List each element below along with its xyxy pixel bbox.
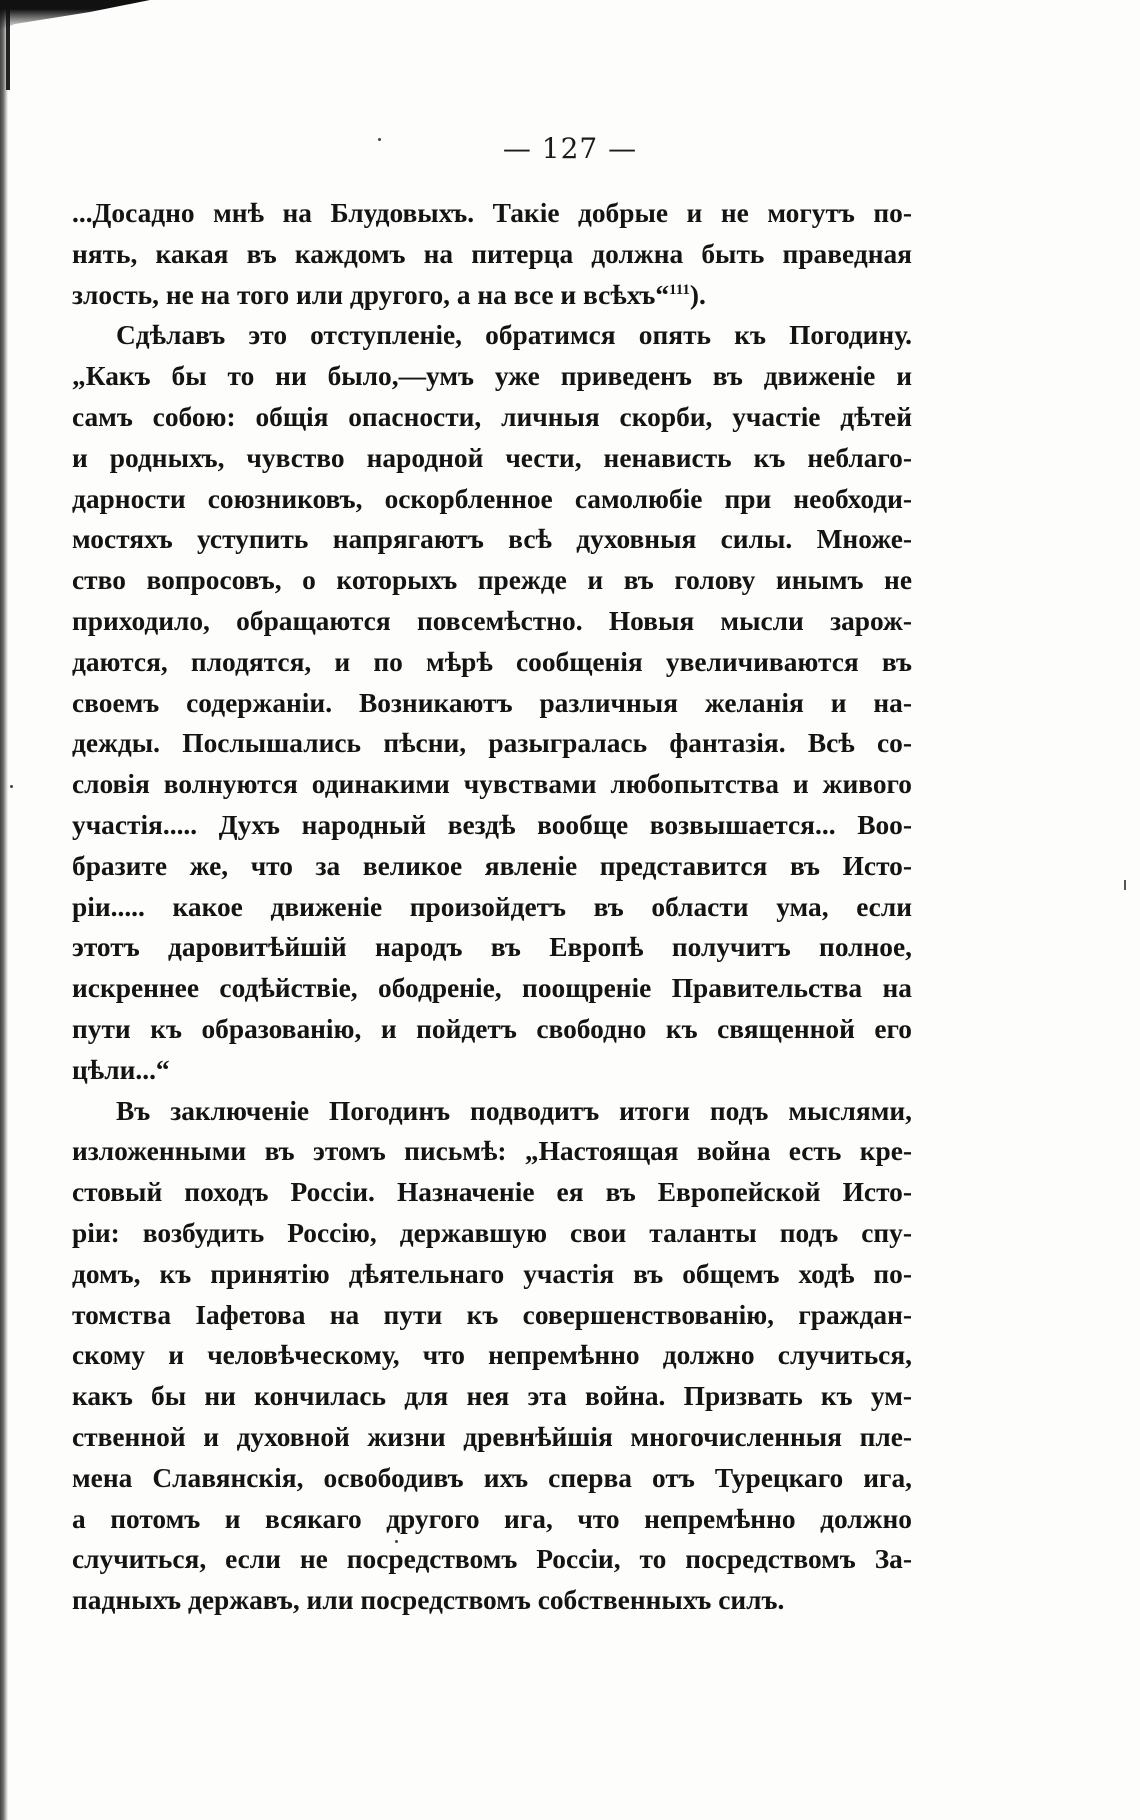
text-line: и родныхъ, чувство народной чести, ненависть къ неблаго- <box>72 442 912 473</box>
text-line: домъ, къ принятію дѣятельнаго участія въ общемъ ходѣ по- <box>72 1258 912 1289</box>
text-line: ріи: возбудить Россію, державшую свои таланты подъ спу- <box>72 1217 912 1248</box>
text-line: ственной и духовной жизни древнѣйшія многочисленныя пле- <box>72 1421 912 1452</box>
text-line: цѣли...“ <box>72 1054 170 1085</box>
text-line: даются, плодятся, и по мѣрѣ сообщенія увеличиваются въ <box>72 646 912 677</box>
page-number: — 127 — <box>502 132 638 165</box>
text-line: злость, не на того или другого, а на все и всѣхъ“$^{111}$). <box>72 279 706 310</box>
text-line: мостяхъ уступить напрягаютъ всѣ духовныя силы. Множе- <box>72 524 912 555</box>
text-line: падныхъ державъ, или посредствомъ собственныхъ силъ. <box>72 1585 785 1616</box>
scan-mark <box>1124 880 1126 890</box>
text-line: пути къ образованію, и пойдетъ свободно къ священной его <box>72 1013 912 1044</box>
scan-shadow-corner <box>0 0 150 30</box>
text-line: нять, какая въ каждомъ на питерца должна быть праведная <box>72 238 912 269</box>
text-line: участія..... Духъ народный вездѣ вообще возвышается... Воо- <box>72 809 912 840</box>
text-line: искреннее содѣйствіе, ободреніе, поощреніе Правительства на <box>72 973 912 1004</box>
text-line: какъ бы ни кончилась для нея эта война. Призвать къ ум- <box>72 1381 912 1412</box>
text-line: своемъ содержаніи. Возникаютъ различныя желанія и на- <box>72 687 912 718</box>
text-line: стовый походъ Россіи. Назначеніе ея въ Европейской Исто- <box>72 1177 912 1208</box>
text-line: скому и человѣческому, что непремѣнно должно случиться, <box>72 1340 912 1371</box>
text-line: Въ заключеніе Погодинъ подводитъ итоги подъ мыслями, <box>116 1095 912 1126</box>
paragraph-2 <box>72 315 912 1090</box>
text-line: изложенными въ этомъ письмѣ: „Настоящая война есть кре- <box>72 1136 912 1167</box>
text-line: словія волнуются одинакими чувствами любопытства и живого <box>72 769 912 800</box>
text-line: дарности союзниковъ, оскорбленное самолюбіе при необходи- <box>72 483 912 514</box>
text-line: бразите же, что за великое явленіе представится въ Исто- <box>72 850 912 881</box>
text-line: томства Іафетова на пути къ совершенствованію, граждан- <box>72 1299 912 1330</box>
paragraph-1 <box>72 193 912 315</box>
text-line: дежды. Послышались пѣсни, разыгралась фантазія. Всѣ со- <box>72 728 912 759</box>
text-line: мена Славянскія, освободивъ ихъ сперва отъ Турецкаго ига, <box>72 1462 912 1493</box>
text-line: ство вопросовъ, о которыхъ прежде и въ голову инымъ не <box>72 565 912 596</box>
text-line-tail: ). <box>689 279 706 310</box>
body-text <box>72 193 912 1621</box>
text-line: случиться, если не посредствомъ Россіи, то посредствомъ За- <box>72 1544 912 1575</box>
text-line: Сдѣлавъ это отступленіе, обратимся опять къ Погодину. <box>116 320 912 351</box>
text-line: „Какъ бы то ни было,—умъ уже приведенъ въ движеніе и <box>72 361 912 392</box>
paragraph-3 <box>72 1091 912 1621</box>
text-line: ...Досадно мнѣ на Блудовыхъ. Такіе добрые и не могутъ по- <box>72 198 912 228</box>
text-line: а потомъ и всякаго другого ига, что непремѣнно должно <box>72 1503 912 1534</box>
text-line: самъ собою: общія опасности, личныя скорби, участіе дѣтей <box>72 401 912 432</box>
scan-shadow-left-edge <box>0 0 8 1820</box>
text-line: приходило, обращаются повсемѣстно. Новыя мысли зарож- <box>72 605 912 636</box>
footnote-ref: 111 <box>669 281 690 298</box>
text-line: этотъ даровитѣйшій народъ въ Европѣ получитъ полное, <box>72 932 912 963</box>
scan-speck <box>10 785 13 788</box>
text-line: ріи..... какое движеніе произойдетъ въ области ума, если <box>72 891 912 922</box>
